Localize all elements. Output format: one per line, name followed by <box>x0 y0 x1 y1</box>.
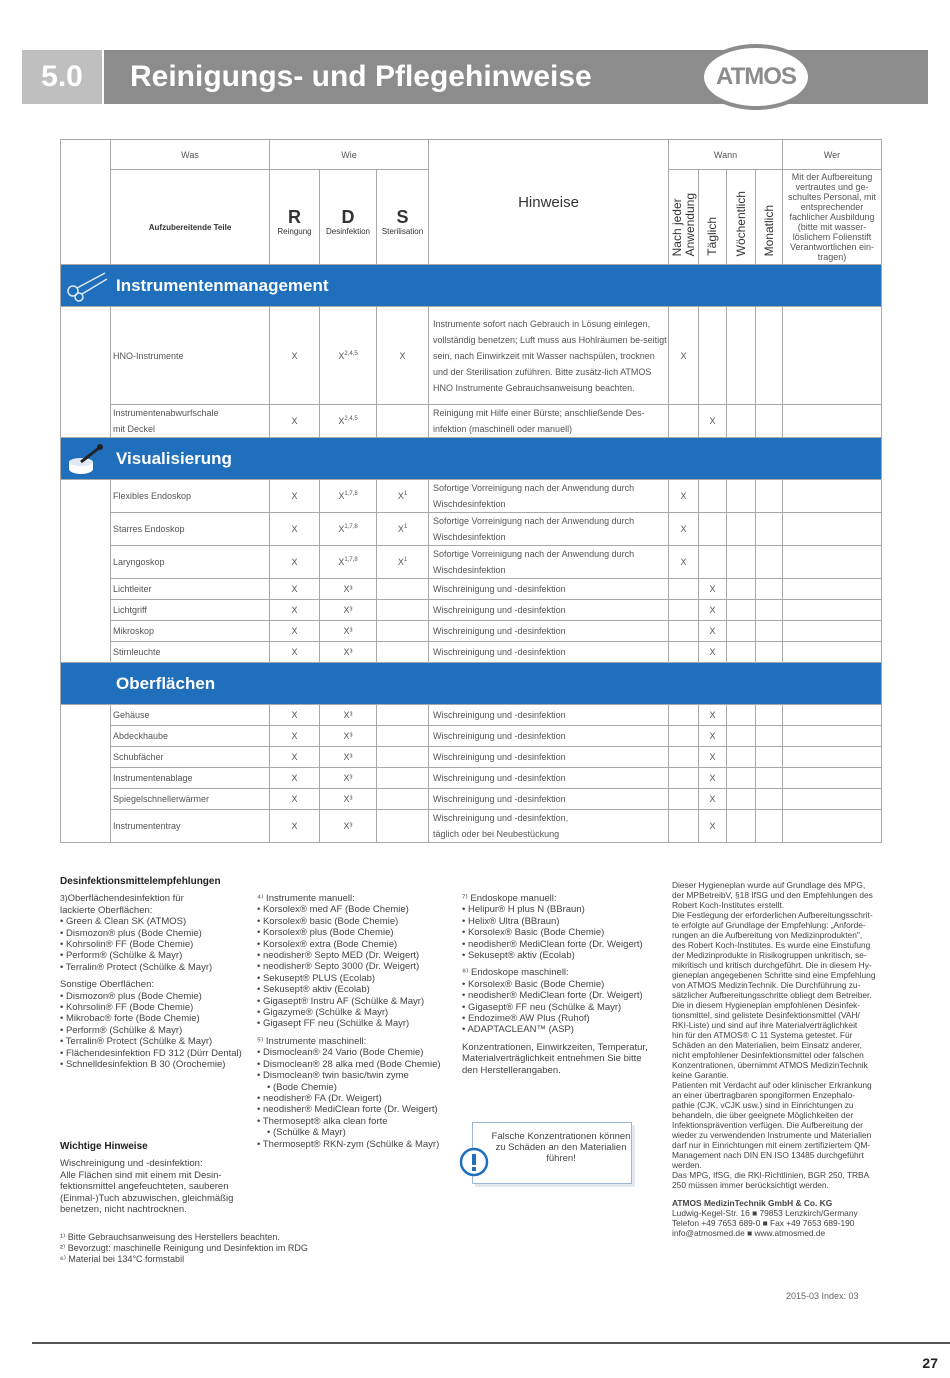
hint-text: Wischreinigung und -desinfektion <box>429 726 669 747</box>
wann-header: Wann <box>669 140 783 170</box>
item-name: Spiegelschnellerwärmer <box>111 789 270 810</box>
section-instrumentenmanagement <box>61 265 882 307</box>
taeglich-mark: X <box>699 768 727 789</box>
hinweise-header <box>429 140 669 265</box>
table-row <box>61 546 882 579</box>
list-item: • Mikrobac® forte (Bode Chemie) <box>60 1013 260 1024</box>
item-name: Flexibles Endoskop <box>111 480 270 513</box>
item-name: Instrumentenablage <box>111 768 270 789</box>
list-item: • Gigasept® FF neu (Schülke & Mayr) <box>462 1002 662 1013</box>
table-row <box>61 513 882 546</box>
list-item: • Thermosept® RKN-zym (Schülke & Mayr) <box>257 1139 457 1150</box>
text-line: werden. <box>672 1160 702 1170</box>
section-oberflaechen <box>61 663 882 705</box>
endoscope-icon <box>65 442 109 476</box>
list-item: • Green & Clean SK (ATMOS) <box>60 916 260 927</box>
wichtige-hinweise <box>60 1141 260 1215</box>
table-row <box>61 705 882 726</box>
footnote-1: ¹⁾ Bitte Gebrauchsanweisung des Herstellers beachten. <box>60 1232 280 1242</box>
list-item: • Terralin® Protect (Schülke & Mayr) <box>60 1036 260 1047</box>
table-row <box>61 789 882 810</box>
hint-text: Wischreinigung und -desinfektion <box>429 705 669 726</box>
r-mark: X <box>270 705 320 726</box>
text-line: hin für den ATMOS® C 11 Systema getestet. Für <box>672 1030 853 1040</box>
wie-header: Wie <box>270 140 429 170</box>
s-mark: X <box>377 307 429 405</box>
item-name: Starres Endoskop <box>111 513 270 546</box>
item-name: Lichtgriff <box>111 600 270 621</box>
nach-jeder-mark: X <box>669 546 699 579</box>
company-name: ATMOS MedizinTechnik GmbH & Co. KG <box>672 1198 833 1208</box>
taeglich-mark: X <box>699 705 727 726</box>
item-name: Instrumentenabwurfschale mit Deckel <box>111 405 270 438</box>
endoskope-maschinell-list <box>462 979 662 1036</box>
table-row <box>61 768 882 789</box>
text-line: behandeln, die über geeignete Möglichkeiten der <box>672 1110 854 1120</box>
text-line: der MPBetreibV, §18 IfSG und den Empfehlungen des <box>672 890 873 900</box>
list-item: • Gigasept FF neu (Schülke & Mayr) <box>257 1018 457 1029</box>
page-number: 27 <box>922 1355 938 1371</box>
hint-text: Reinigung mit Hilfe einer Bürste; anschließende Des-infektion (maschinell oder manuell) <box>429 405 669 438</box>
taeglich-mark: X <box>699 405 727 438</box>
text-line: wieder zu verwendenden Instrumente und Materialien <box>672 1130 872 1140</box>
r-mark: X <box>270 405 320 438</box>
document-index: 2015-03 Index: 03 <box>786 1291 859 1301</box>
r-header <box>270 170 320 265</box>
s-letter: S <box>396 207 409 227</box>
d-mark: X³ <box>320 600 377 621</box>
taeglich-mark: X <box>699 600 727 621</box>
taeglich-mark: X <box>699 579 727 600</box>
text-line: rungen an die Aufbereitung von Medizinprodukten", <box>672 930 863 940</box>
warning-text: Falsche Konzentrationen können zu Schäden an den Materialien führen! <box>491 1131 631 1164</box>
r-mark: X <box>270 789 320 810</box>
r-mark: X <box>270 600 320 621</box>
nach-jeder-header <box>669 170 699 265</box>
nach-jeder-mark: X <box>669 307 699 405</box>
taeglich-mark: X <box>699 789 727 810</box>
wer-description: Mit der Aufbereitung vertrautes und ge-schultes Personal, mit entsprechender fachlicher Ausbildung (bitte mit wasser-löslichem Folienstift Verantwortlichen ein-tragen) <box>783 170 882 265</box>
hint-text: Wischreinigung und -desinfektion <box>429 579 669 600</box>
list-item-continued: • (Schülke & Mayr) <box>257 1127 457 1138</box>
monatlich-header <box>756 170 783 265</box>
taeglich-mark: X <box>699 642 727 663</box>
list-item: • Sekusept® aktiv (Ecolab) <box>257 984 457 995</box>
sonstige-list <box>60 991 260 1071</box>
d-header <box>320 170 377 265</box>
item-name: Lichtleiter <box>111 579 270 600</box>
hint-text: Sofortige Vorreinigung nach der Anwendung durch Wischdesinfektion <box>429 513 669 546</box>
nach-jeder-mark: X <box>669 480 699 513</box>
list-item: • Endozime® AW Plus (Ruhof) <box>462 1013 662 1024</box>
list-item: • Flächendesinfektion FD 312 (Dürr Dental) <box>60 1048 260 1059</box>
endoskope-manuell-heading: ⁷⁾ Endoskope manuell: <box>462 893 557 904</box>
r-mark: X <box>270 768 320 789</box>
taeglich-mark: X <box>699 747 727 768</box>
text-line: mikritisch und kritisch durchgeführt. Die in diesem Hy- <box>672 960 872 970</box>
table-row <box>61 747 882 768</box>
list-item: • ADAPTACLEAN™ (ASP) <box>462 1024 662 1035</box>
hint-text: Wischreinigung und -desinfektion <box>429 747 669 768</box>
text-line: keine Garantie. <box>672 1070 729 1080</box>
list-item: • neodisher® MediClean forte (Dr. Weigert) <box>257 1104 457 1115</box>
s-header <box>377 170 429 265</box>
wichtige-hinweise-text: Wischreinigung und -desinfektion: Alle Flächen sind mit einem mit Desin- fektionsmittel angefeuchteten, sauberen (Einmal-)Tuch abzuwischen, gleichmäßig benetzen, nicht nachtrocknen. <box>60 1158 234 1216</box>
text-line: RKI-Liste) und sind auf ihre Materialverträglichkeit <box>672 1020 858 1030</box>
list-item: • Sekusept® PLUS (Ecolab) <box>257 973 457 984</box>
table-row <box>61 600 882 621</box>
list-item: • Dismoclean® 28 alka med (Bode Chemie) <box>257 1059 457 1070</box>
text-line: darf nur in Einrichtungen mit einem zertifiziertem QM- <box>672 1140 871 1150</box>
r-mark: X <box>270 810 320 843</box>
list-item: • Korsolex® Basic (Bode Chemie) <box>462 979 662 990</box>
text-line: sätzlicher Aufbereitungsschritte obliegt dem Betreiber. <box>672 990 872 1000</box>
d-letter: D <box>341 207 355 227</box>
warning-box <box>472 1122 632 1184</box>
list-item: • Korsolex® basic (Bode Chemie) <box>257 916 457 927</box>
icon-col-header <box>61 140 111 265</box>
woechentlich-label: Wöchentlich <box>733 190 748 256</box>
d-mark: X$^{1,7,8}$ <box>320 546 377 579</box>
list-item: • neodisher® Septo MED (Dr. Weigert) <box>257 950 457 961</box>
was-header: Was <box>111 140 270 170</box>
d-mark: X$^{1,7,8}$ <box>320 513 377 546</box>
r-mark: X <box>270 307 320 405</box>
r-mark: X <box>270 621 320 642</box>
text-line: Dieser Hygieneplan wurde auf Grundlage des MPG, <box>672 880 866 890</box>
footnotes <box>60 1232 380 1265</box>
oberflaechen-intro: 3)Oberflächendesinfektion für lackierte Oberflächen: <box>60 893 184 916</box>
list-item: • Schnelldesinfektion B 30 (Orochemie) <box>60 1059 260 1070</box>
sonstige-heading: Sonstige Oberflächen: <box>60 979 155 991</box>
endoskope-maschinell-heading: ⁸⁾ Endoskope maschinell: <box>462 967 569 979</box>
hint-text: Sofortige Vorreinigung nach der Anwendung durch Wischdesinfektion <box>429 480 669 513</box>
lackierte-list <box>60 916 260 973</box>
list-item: • Korsolex® med AF (Bode Chemie) <box>257 904 457 915</box>
hint-text: Instrumente sofort nach Gebrauch in Lösung einlegen, vollständig benetzen; Luft muss aus Hohlräumen be-seitigt sein, nach Einwirkzeit mit Wasser nachspülen, trocknen und der Sterilisation zuführen. Bitte zusätz-lich ATMOS HNO Instrumente Gebrauchsanweisung beachten. <box>429 307 669 405</box>
list-item: • Sekusept® aktiv (Ecolab) <box>462 950 662 961</box>
list-item: • neodisher® MediClean forte (Dr. Weigert) <box>462 990 662 1001</box>
taeglich-header <box>699 170 727 265</box>
instrumente-maschinell-heading: ⁵⁾ Instrumente maschinell: <box>257 1035 367 1047</box>
text-line: te erfolgte auf Grundlage der Empfehlung: „Anforde- <box>672 920 866 930</box>
text-line: 250 müssen immer berücksichtigt werden. <box>672 1180 829 1190</box>
r-letter: R <box>288 207 301 227</box>
list-item: • Terralin® Protect (Schülke & Mayr) <box>60 962 260 973</box>
header-row-1 <box>61 140 882 170</box>
page-divider <box>32 1342 950 1344</box>
hint-text: Wischreinigung und -desinfektion <box>429 600 669 621</box>
row-icon-cell <box>61 705 111 843</box>
table-row <box>61 307 882 405</box>
r-mark: X <box>270 579 320 600</box>
page-title: Reinigungs- und Pflegehinweise <box>104 50 928 104</box>
r-mark: X <box>270 513 320 546</box>
list-item: • Korsolex® plus (Bode Chemie) <box>257 927 457 938</box>
list-item: • neodisher® Septo 3000 (Dr. Weigert) <box>257 961 457 972</box>
atmos-logo <box>700 44 812 110</box>
text-line: von ATMOS MedizinTechnik. Die Durchführung zu- <box>672 980 861 990</box>
list-item: • Gigazyme® (Schülke & Mayr) <box>257 1007 457 1018</box>
d-mark: X$^{1,7,8}$ <box>320 480 377 513</box>
r-label: Reingung <box>277 227 312 236</box>
list-item: • Dismoclean® twin basic/twin zyme <box>257 1070 457 1081</box>
text-line: Das MPG, IfSG, die RKI-Richtlinien, BGR 250, TRBA <box>672 1170 870 1180</box>
row-icon-cell <box>61 480 111 663</box>
table-row <box>61 480 882 513</box>
list-item: • Kohrsolin® FF (Bode Chemie) <box>60 1002 260 1013</box>
s-mark: $X^1$ <box>377 480 429 513</box>
table-row <box>61 810 882 843</box>
d-mark: X³ <box>320 621 377 642</box>
d-mark: X³ <box>320 789 377 810</box>
text-line: pathie (CJK, vCJK usw.) sind in Einrichtungen zu <box>672 1100 854 1110</box>
instrumente-manuell-list <box>257 904 457 1029</box>
hint-text: Wischreinigung und -desinfektion <box>429 789 669 810</box>
hint-text: Wischreinigung und -desinfektion, täglich oder bei Neubestückung <box>429 810 669 843</box>
d-mark: X³ <box>320 705 377 726</box>
item-name: Schubfächer <box>111 747 270 768</box>
s-mark: $X^1$ <box>377 546 429 579</box>
hint-text: Wischreinigung und -desinfektion <box>429 642 669 663</box>
desinfektion-column-3 <box>462 893 662 1076</box>
instrumente-maschinell-list <box>257 1047 457 1150</box>
list-item: • Kohrsolin® FF (Bode Chemie) <box>60 939 260 950</box>
monatlich-label: Monatlich <box>761 204 776 256</box>
hint-text: Wischreinigung und -desinfektion <box>429 621 669 642</box>
section-title: Instrumentenmanagement <box>116 275 329 295</box>
desinfektion-column-2 <box>257 893 457 1150</box>
item-name: Abdeckhaube <box>111 726 270 747</box>
r-mark: X <box>270 480 320 513</box>
list-item: • Helix® Ultra (BBraun) <box>462 916 662 927</box>
section-title: Visualisierung <box>116 448 232 468</box>
text-line: Management nach DIN EN ISO 13485 durchgeführt <box>672 1150 864 1160</box>
wer-header: Wer <box>783 140 882 170</box>
row-icon-cell <box>61 307 111 438</box>
d-mark: X³ <box>320 810 377 843</box>
list-item-continued: • (Bode Chemie) <box>257 1082 457 1093</box>
list-item: • Dismoclean® 24 Vario (Bode Chemie) <box>257 1047 457 1058</box>
d-mark: X³ <box>320 747 377 768</box>
r-mark: X <box>270 747 320 768</box>
nach-jeder-mark: X <box>669 513 699 546</box>
item-name: HNO-Instrumente <box>111 307 270 405</box>
hygiene-table <box>60 139 882 843</box>
table-row <box>61 579 882 600</box>
text-line: Patienten mit Verdacht auf oder klinischer Erkrankung <box>672 1080 872 1090</box>
list-item: • Helipur® H plus N (BBraun) <box>462 904 662 915</box>
text-line: Infektionsprävention verfügen. Die Aufbereitung der <box>672 1120 863 1130</box>
hinweise-label: Hinweise <box>518 193 579 211</box>
taeglich-mark: X <box>699 726 727 747</box>
text-line: gieneplan angegebenen Schritte sind eine Empfehlung <box>672 970 876 980</box>
text-line: nicht empfohlener Desinfektionsmittel oder falschen <box>672 1050 864 1060</box>
desinfektion-title: Desinfektionsmittelempfehlungen <box>60 876 221 887</box>
item-name: Instrumententray <box>111 810 270 843</box>
taeglich-label: Täglich <box>705 217 719 256</box>
table-row <box>61 726 882 747</box>
text-line: Robert Koch-Institutes erstellt. <box>672 900 785 910</box>
taeglich-mark: X <box>699 621 727 642</box>
taeglich-mark: X <box>699 810 727 843</box>
list-item: • Korsolex® Basic (Bode Chemie) <box>462 927 662 938</box>
text-line: der Medizinprodukte in Risikogruppen unkritisch, se- <box>672 950 867 960</box>
text-line: Die in diesem Hygieneplan empfohlenen Desinfek- <box>672 1000 861 1010</box>
item-name: Gehäuse <box>111 705 270 726</box>
footnote-2: ²⁾ Bevorzugt: maschinelle Reinigung und Desinfektion im RDG <box>60 1243 308 1253</box>
aufzubereitende-header: Aufzubereitende Teile <box>111 170 270 265</box>
footnote-6: ⁶⁾ Material bei 134°C formstabil <box>60 1254 185 1264</box>
text-line: Die Festlegung der erforderlichen Aufbereitungsschrit- <box>672 910 873 920</box>
text-line: Schäden an den Materialien, beim Einsatz anderer, <box>672 1040 862 1050</box>
table-row <box>61 405 882 438</box>
list-item: • Thermosept® alka clean forte <box>257 1116 457 1127</box>
text-line: an einer übertragbaren spongiformen Enzephalo- <box>672 1090 855 1100</box>
scissors-icon <box>65 269 109 303</box>
list-item: • Perform® (Schülke & Mayr) <box>60 1025 260 1036</box>
d-mark: X³ <box>320 726 377 747</box>
d-mark: X³ <box>320 642 377 663</box>
section-visualisierung <box>61 438 882 480</box>
hint-text: Sofortige Vorreinigung nach der Anwendung durch Wischdesinfektion <box>429 546 669 579</box>
d-mark: X³ <box>320 768 377 789</box>
text-line: Konzentrationen, übernimmt ATMOS MedizinTechnik <box>672 1060 868 1070</box>
table-row <box>61 621 882 642</box>
list-item: • neodisher® MediClean forte (Dr. Weigert) <box>462 939 662 950</box>
item-name: Stirnleuchte <box>111 642 270 663</box>
warning-icon <box>459 1147 489 1177</box>
r-mark: X <box>270 642 320 663</box>
item-name: Laryngoskop <box>111 546 270 579</box>
item-name: Mikroskop <box>111 621 270 642</box>
wichtige-hinweise-title: Wichtige Hinweise <box>60 1141 148 1152</box>
r-mark: X <box>270 546 320 579</box>
text-line: des Robert Koch-Institutes. Es wurde eine Einstufung <box>672 940 871 950</box>
company-web: info@atmosmed.de ■ www.atmosmed.de <box>672 1228 826 1238</box>
text-line: tionsmittel, sind gelistete Desinfektionsmittel (VAH/ <box>672 1010 860 1020</box>
list-item: • Gigasept® Instru AF (Schülke & Mayr) <box>257 996 457 1007</box>
list-item: • Dismozon® plus (Bode Chemie) <box>60 991 260 1002</box>
nach-jeder-label: Nach jeder Anwendung <box>669 192 697 256</box>
r-mark: X <box>270 726 320 747</box>
list-item: • Perform® (Schülke & Mayr) <box>60 950 260 961</box>
instrumente-manuell-heading: ⁴⁾ Instrumente manuell: <box>257 893 355 904</box>
list-item: • neodisher® FA (Dr. Weigert) <box>257 1093 457 1104</box>
section-title: Oberflächen <box>116 673 216 693</box>
company-address: Ludwig-Kegel-Str. 16 ■ 79853 Lenzkirch/Germany <box>672 1208 858 1218</box>
logo-text: ATMOS <box>716 63 796 90</box>
d-mark: X$^{2,4,5}$ <box>320 405 377 438</box>
endoskope-manuell-list <box>462 904 662 961</box>
hint-text: Wischreinigung und -desinfektion <box>429 768 669 789</box>
hygieneplan-text <box>672 880 882 1190</box>
table-row <box>61 642 882 663</box>
s-mark: $X^1$ <box>377 513 429 546</box>
d-mark: X³ <box>320 579 377 600</box>
list-item: • Korsolex® extra (Bode Chemie) <box>257 939 457 950</box>
d-label: Desinfektion <box>325 227 371 236</box>
konzentrationen-note: Konzentrationen, Einwirkzeiten, Temperatur, Materialverträglichkeit entnehmen Sie bitte den Herstellerangaben. <box>462 1041 648 1076</box>
s-label: Sterilisation <box>381 227 424 236</box>
woechentlich-header <box>727 170 756 265</box>
d-mark: X$^{2,4,5}$ <box>320 307 377 405</box>
hygieneplan-notes <box>672 880 882 1238</box>
company-phone: Telefon +49 7653 689-0 ■ Fax +49 7653 689-190 <box>672 1218 855 1228</box>
desinfektion-column-1 <box>60 876 260 1071</box>
list-item: • Dismozon® plus (Bode Chemie) <box>60 928 260 939</box>
chapter-number: 5.0 <box>22 50 102 104</box>
